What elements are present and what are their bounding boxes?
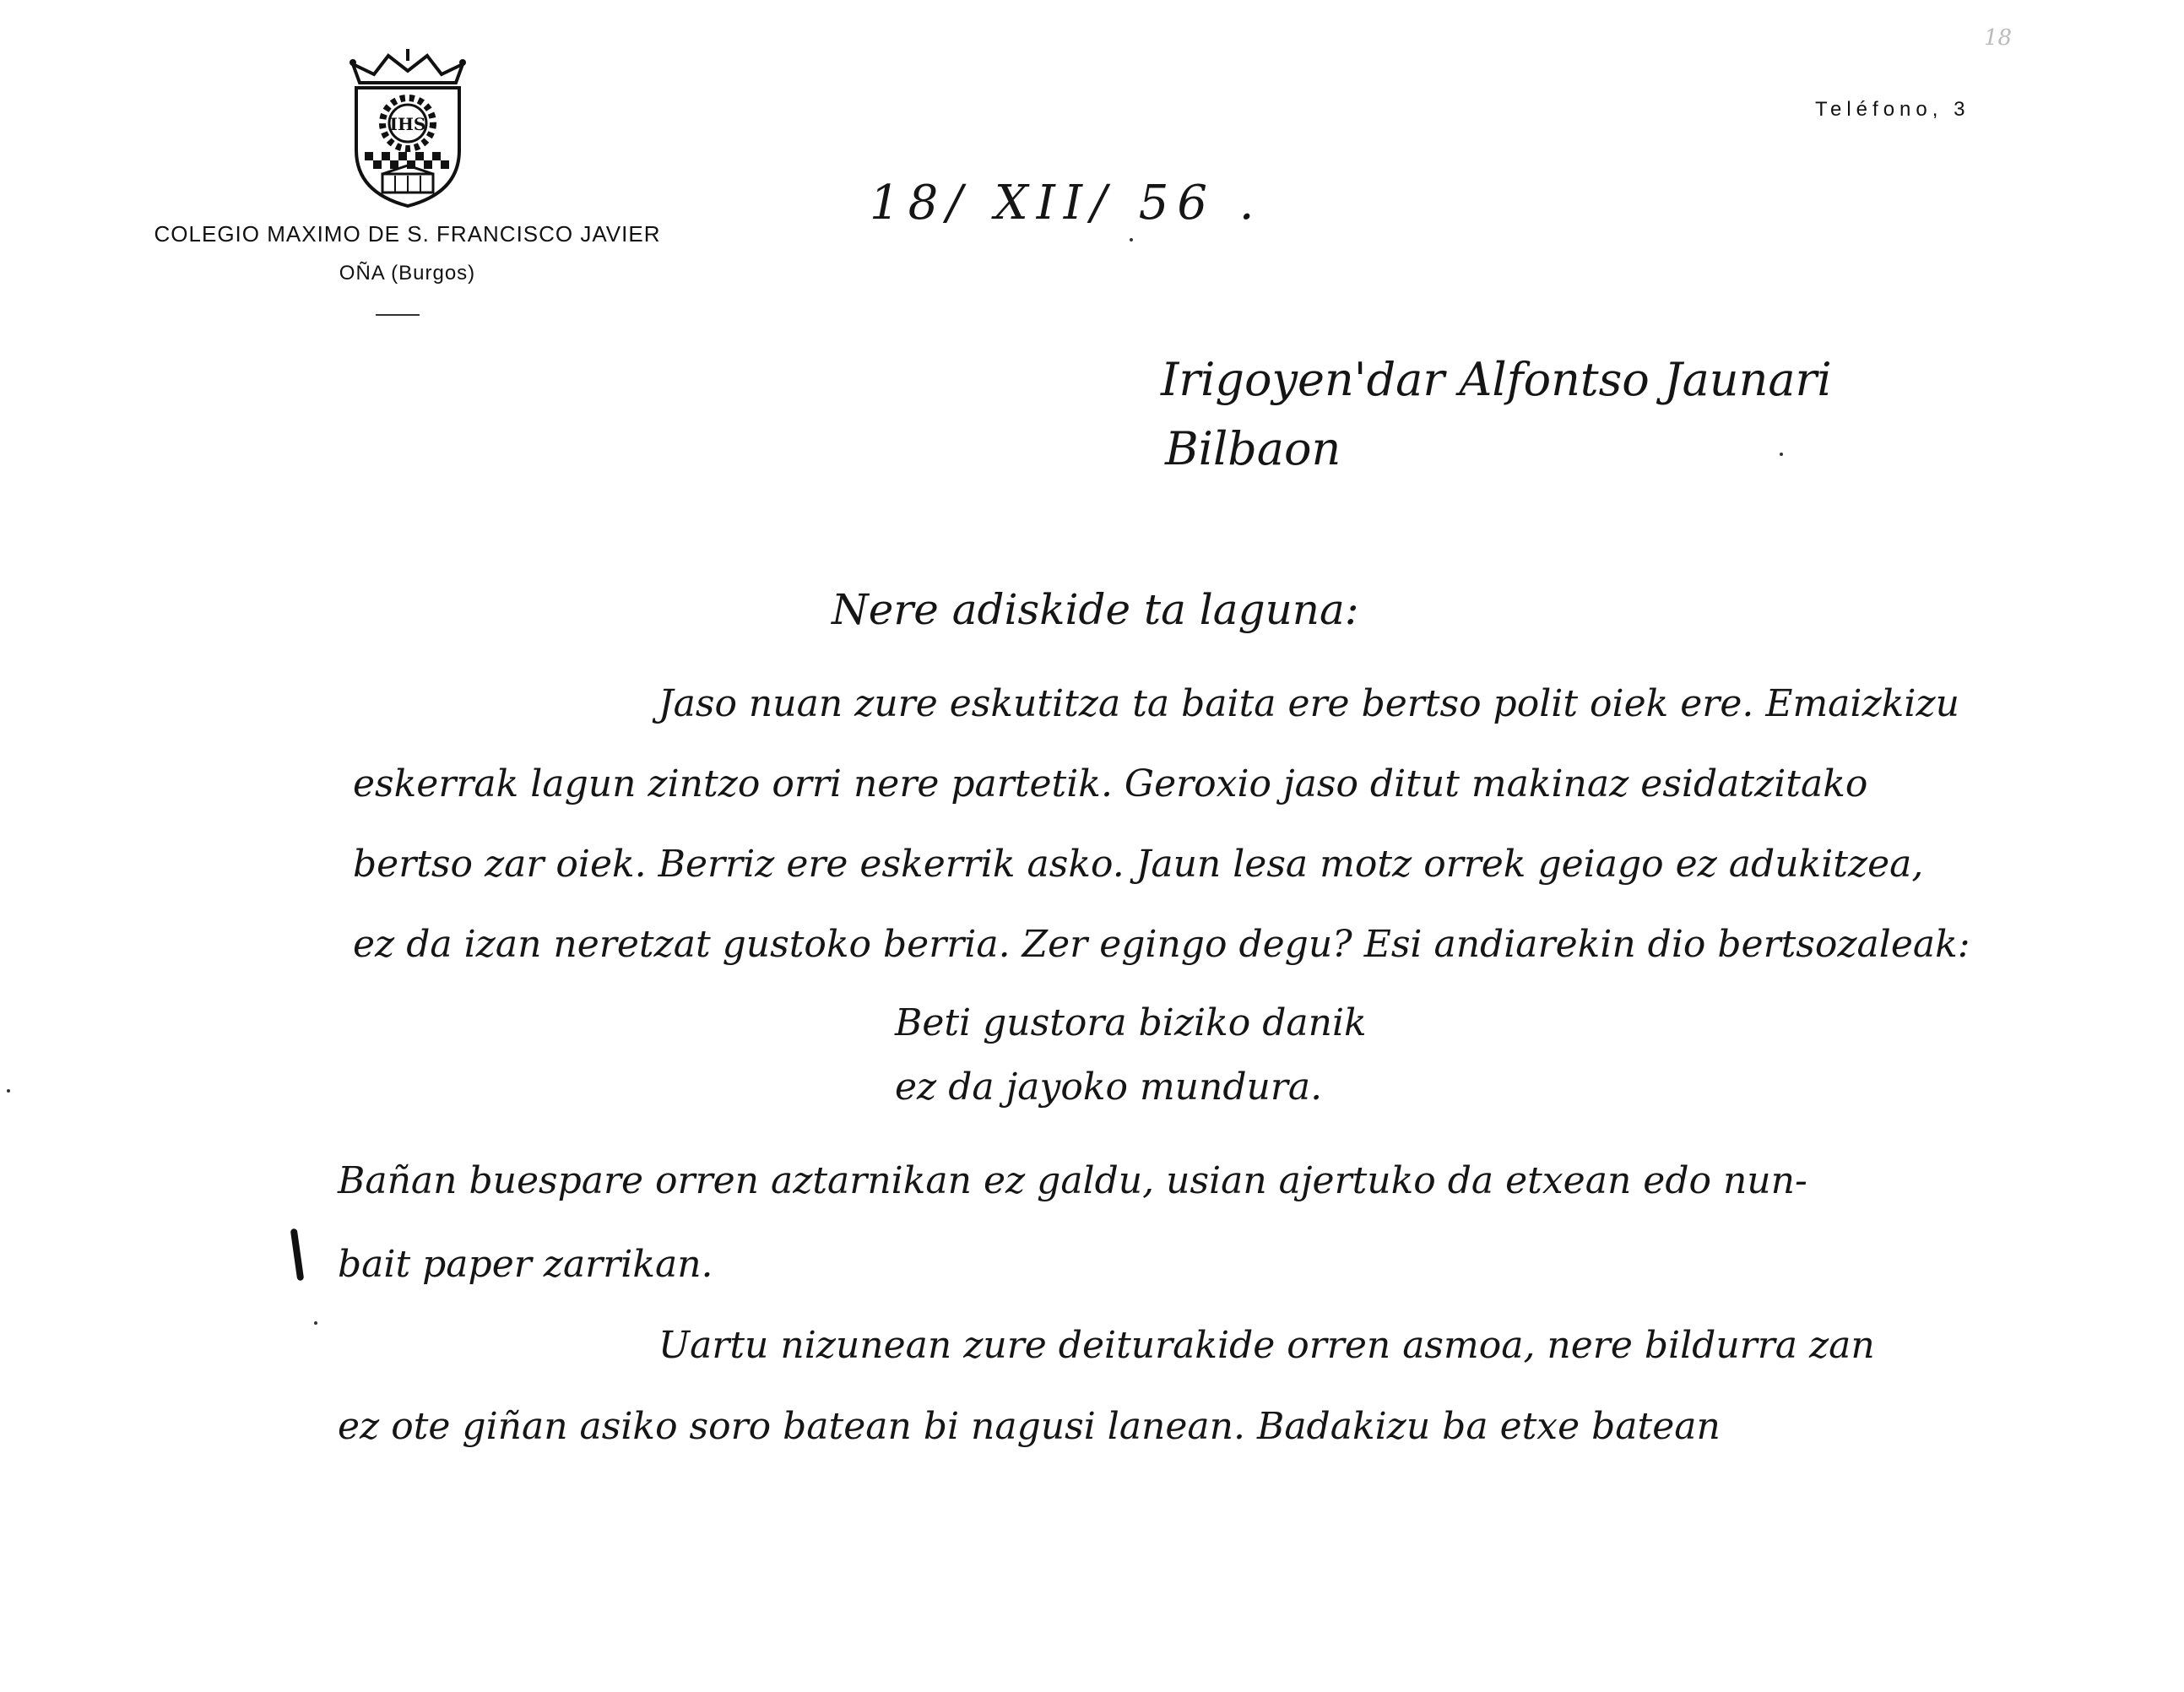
archive-corner-mark: 18 <box>1984 25 2013 51</box>
margin-stroke <box>290 1228 305 1282</box>
phone-number: Teléfono, 3 <box>1815 98 1970 121</box>
body-line: bertso zar oiek. Berriz ere eskerrik asko. Jaun lesa motz orrek geiago ez adukitzea, <box>353 843 1924 886</box>
verse-line: ez da jayoko mundura. <box>895 1066 1323 1109</box>
paper-speck <box>1780 453 1783 456</box>
svg-text:IHS: IHS <box>389 114 426 134</box>
letter-date: 18/ XII/ 56 . <box>870 176 1263 230</box>
body-line: Jaso nuan zure eskutitza ta baita ere bertso polit oiek ere. Emaizkizu <box>658 682 1959 725</box>
body-line: eskerrak lagun zintzo orri nere partetik. Geroxio jaso ditut makinaz esidatzitako <box>353 762 1868 805</box>
body-line: ez da izan neretzat gustoko berria. Zer egingo degu? Esi andiarekin dio bertsozaleak: <box>353 923 1970 966</box>
body-line: Bañan buespare orren aztarnikan ez galdu, usian ajertuko da etxean edo nun- <box>338 1159 1807 1202</box>
salutation: Nere adiskide ta laguna: <box>832 585 1359 634</box>
body-line: Uartu nizunean zure deiturakide orren asmoa, nere bildurra zan <box>658 1324 1875 1367</box>
paper-speck <box>7 1089 10 1093</box>
paper-speck <box>1130 238 1133 241</box>
recipient-city: Bilbaon <box>1165 422 1341 475</box>
paper-speck <box>314 1321 317 1325</box>
verse-line: Beti gustora biziko danik <box>895 1001 1367 1044</box>
institution-name: COLEGIO MAXIMO DE S. FRANCISCO JAVIER <box>154 221 661 247</box>
jesuit-crest-icon <box>344 49 471 209</box>
institution-location: OÑA (Burgos) <box>339 262 476 285</box>
body-line: bait paper zarrikan. <box>338 1243 713 1286</box>
recipient-name: Irigoyen'dar Alfontso Jaunari <box>1161 353 1832 406</box>
body-line: ez ote giñan asiko soro batean bi nagusi lanean. Badakizu ba etxe batean <box>338 1405 1721 1448</box>
letterhead-divider <box>376 314 420 316</box>
